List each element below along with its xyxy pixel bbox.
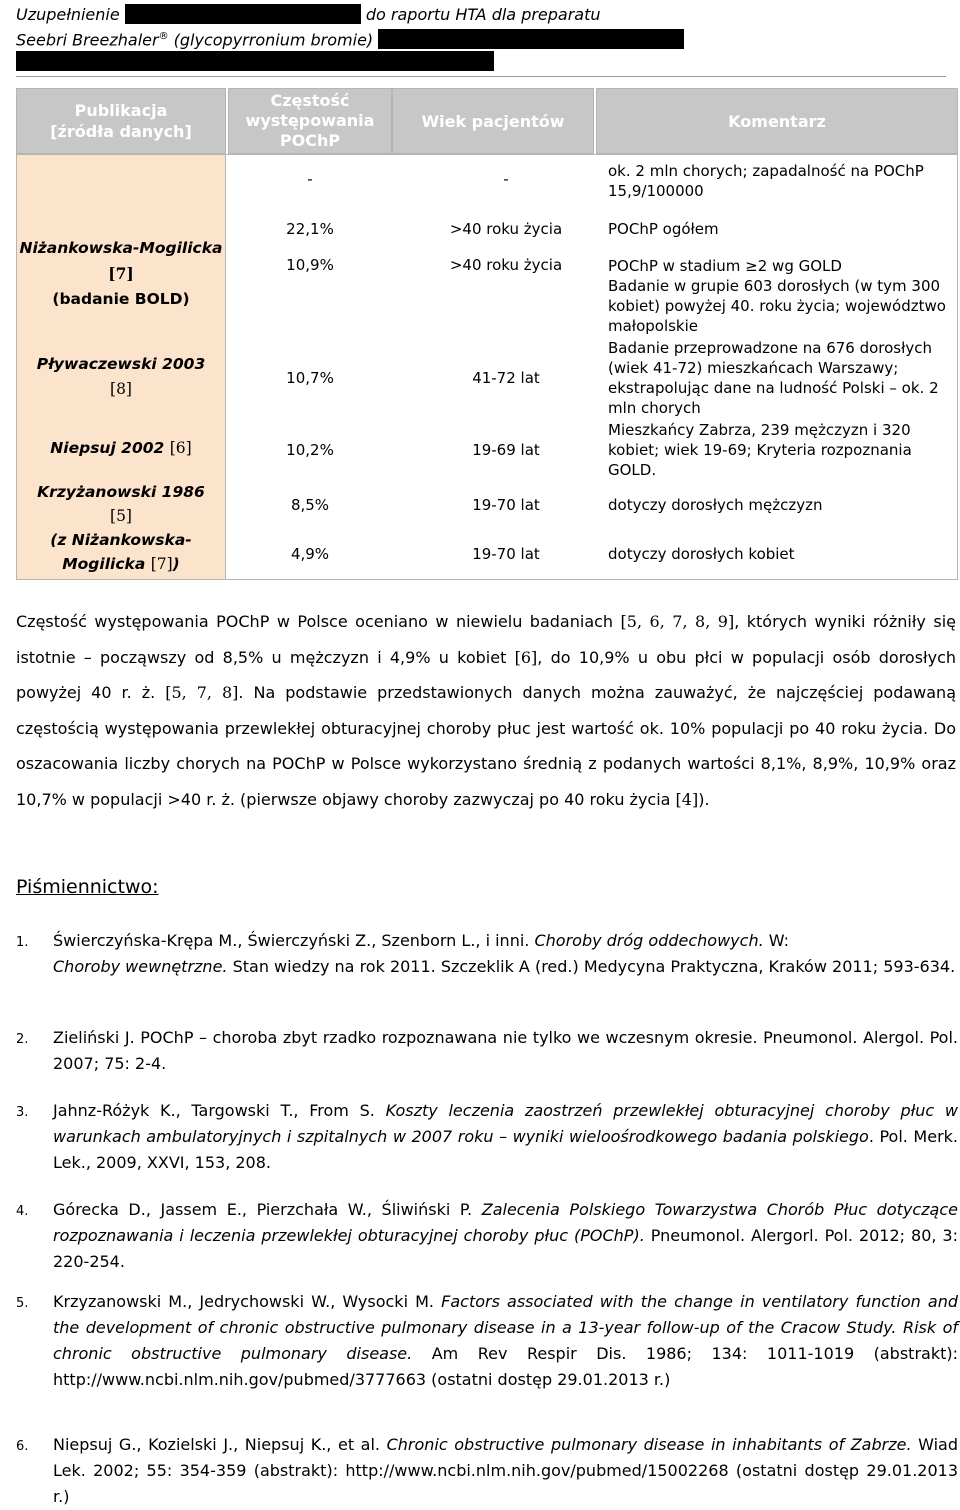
row6-frequency: 4,9%	[290, 545, 330, 563]
pub-niepsuj: Niepsuj 2002 [6]	[50, 439, 192, 457]
pub-krzyzanowski: Krzyżanowski 1986 [5] (z Niżankowska-Mogilicka [7])	[37, 483, 205, 573]
registered-mark: ®	[158, 31, 169, 42]
table-header-comment: Komentarz	[596, 88, 958, 154]
bib-item-6: 6. Niepsuj G., Kozielski J., Niepsuj K., et al. Chronic obstructive pulmonary disease in inhabitants of Zabrze. Wiad Lek. 2002; 55: 354-359 (abstrakt): http://www.ncbi.nlm.nih.gov/pubmed/15002268 (ostatni dostęp 29.01.2013 r.)	[16, 1435, 959, 1506]
row1-comment: POChP ogółem	[608, 220, 719, 238]
document-header	[16, 4, 946, 73]
bib-item-2: 2. Zieliński J. POChP – choroba zbyt rzadko rozpoznawana nie tylko we wczesnym okresie. Pneumonol. Alergol. Pol. 2007; 75: 2-4.	[16, 1028, 958, 1073]
row6-age: 19-70 lat	[472, 545, 540, 563]
bib-item-3: 3. Jahnz-Różyk K., Targowski T., From S. Koszty leczenia zaostrzeń przewlekłej obturacyjnej choroby płuc w warunkach ambulatoryjnych i szpitalnych w 2007 roku – wyniki wieloośrodkowego badania polskiego. Pol. Merk. Lek., 2009, XXVI, 153, 208.	[16, 1101, 959, 1172]
bib-item-1: 1. Świerczyńska-Krępa M., Świerczyński Z., Szenborn L., i inni. Choroby dróg oddechowych. W: Choroby wewnętrzne. Stan wiedzy na rok 2011. Szczeklik A (red.) Medycyna Praktyczna, Kraków 2011; 593-634.	[16, 931, 956, 976]
redaction-bar	[16, 51, 494, 71]
redaction-bar	[378, 29, 684, 49]
row0-frequency: -	[307, 170, 313, 188]
row5-comment: dotyczy dorosłych mężczyzn	[608, 496, 823, 514]
data-table	[16, 88, 958, 580]
table-header-age: Wiek pacjentów	[392, 88, 594, 154]
bib-item-5: 5. Krzyzanowski M., Jedrychowski W., Wysocki M. Factors associated with the change in ventilatory function and the development of chronic obstructive pulmonary disease in a 13-year follow-up of the Cracow Study. Risk of chronic obstructive pulmonary disease. Am Rev Respir Dis. 1986; 134: 1011-1019 (abstrakt): http://www.ncbi.nlm.nih.gov/pubmed/3777663 (ostatni dostęp 29.01.2013 r.)	[16, 1292, 959, 1389]
bibliography-title: Piśmiennictwo:	[16, 876, 159, 898]
row2-frequency: 10,9%	[286, 256, 334, 274]
row2-age: >40 roku życia	[449, 256, 563, 274]
row5-frequency: 8,5%	[290, 496, 330, 514]
row1-age: >40 roku życia	[449, 220, 563, 238]
header-divider	[16, 76, 946, 77]
table-header-frequency: Częstość występowania POChP	[228, 88, 392, 154]
row5-age: 19-70 lat	[472, 496, 540, 514]
row4-comment: Mieszkańcy Zabrza, 239 mężczyzn i 320 kobiet; wiek 19-69; Kryteria rozpoznania GOLD.	[608, 421, 912, 479]
header-middle: do raportu HTA dla preparatu	[365, 5, 601, 24]
summary-paragraph: Częstość występowania POChP w Polsce oceniano w niewielu badaniach [5, 6, 7, 8, 9], których wyniki różniły się istotnie – począwszy od 8,5% u mężczyzn i 4,9% u kobiet [6], do 10,9% u obu płci w populacji osób dorosłych powyżej 40 r. ż. [5, 7, 8]. Na podstawie przedstawionych danych można zauważyć, że najczęściej podawaną częstością występowania przewlekłej obturacyjnej choroby płuc jest wartość ok. 10% populacji po 40 roku życia. Do oszacowania liczby chorych na POChP w Polsce wykorzystano średnią z podanych wartości 8,1%, 8,9%, 10,9% oraz 10,7% w populacji >40 r. ż. (pierwsze objawy choroby zazwyczaj po 40 roku życia [4]).	[16, 612, 957, 809]
header-drug: Seebri Breezhaler	[16, 30, 159, 50]
row3-age: 41-72 lat	[472, 369, 540, 387]
row0-age: -	[503, 170, 509, 188]
row4-age: 19-69 lat	[472, 441, 540, 459]
bib-item-4: 4. Górecka D., Jassem E., Pierzchała W., Śliwiński P. Zalecenia Polskiego Towarzystwa Chorób Płuc dotyczące rozpoznawania i leczenia przewlekłej obturacyjnej choroby płuc (POChP). Pneumonol. Alergorl. Pol. 2012; 80, 3: 220-254.	[16, 1200, 958, 1271]
row3-comment: Badanie przeprowadzone na 676 dorosłych (wiek 41-72) mieszkańcach Warszawy; ekstrapolując dane na ludność Polski – ok. 2 mln chorych	[608, 339, 939, 417]
pub-plywaczewski: Pływaczewski 2003 [8]	[36, 355, 206, 398]
row6-comment: dotyczy dorosłych kobiet	[608, 545, 795, 563]
table-header-publication: Publikacja [źródła danych]	[16, 88, 226, 154]
header-drug-rest: (glycopyrronium bromie)	[173, 30, 374, 50]
header-prefix: Uzupełnienie	[16, 5, 120, 24]
pub-nizankowska: Niżankowska-Mogilicka [7] (badanie BOLD)	[19, 239, 223, 308]
row2-comment: POChP w stadium ≥2 wg GOLD Badanie w grupie 603 dorosłych (w tym 300 kobiet) powyżej 40. roku życia; województwo małopolskie	[608, 257, 946, 335]
row3-frequency: 10,7%	[286, 369, 334, 387]
row0-comment: ok. 2 mln chorych; zapadalność na POChP 15,9/100000	[608, 162, 924, 200]
row1-frequency: 22,1%	[286, 220, 334, 238]
row4-frequency: 10,2%	[286, 441, 334, 459]
redaction-bar	[125, 4, 361, 24]
